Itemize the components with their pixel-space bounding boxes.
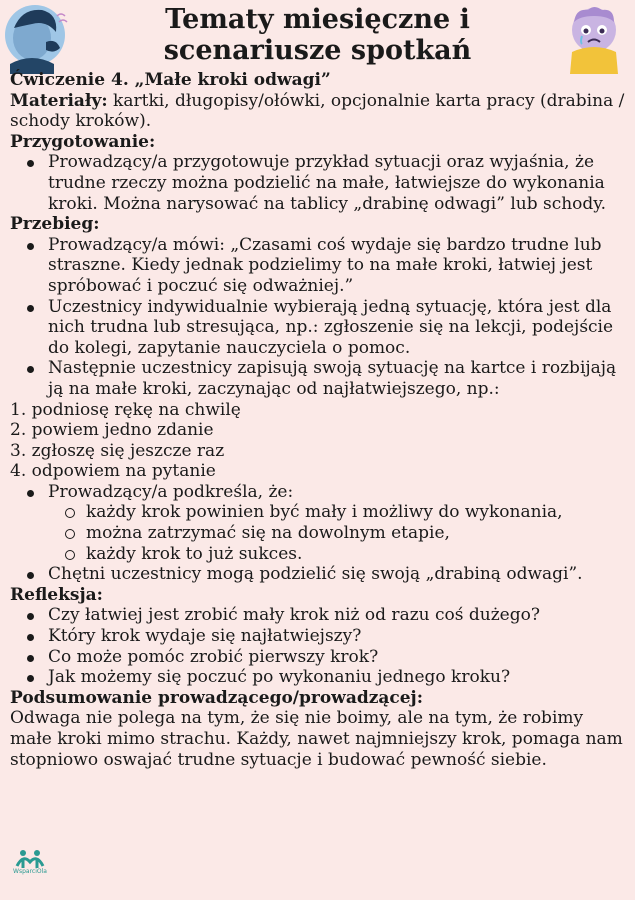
preparation-heading: Przygotowanie: [10,131,156,152]
list-item: Uczestnicy indywidualnie wybierają jedną sytuację, która jest dla nich trudna lub stresująca, np.: zgłoszenie się na lekcji, podejście do kolegi, zapytanie nauczyciela o pomoc. [10,297,628,359]
materials-label: Materiały: [10,90,108,111]
sub-list-item: można zatrzymać się na dowolnym etapie, [10,523,628,544]
step-item: 1. podniosę rękę na chwilę [10,399,241,420]
summary-heading: Podsumowanie prowadzącego/prowadzącej: [10,687,423,708]
list-item: Co może pomóc zrobić pierwszy krok? [10,647,628,668]
list-item: Chętni uczestnicy mogą podzielić się swoją „drabiną odwagi”. [10,564,628,585]
step-item: 2. powiem jedno zdanie [10,420,214,441]
summary-text: Odwaga nie polega na tym, że się nie boimy, ale na tym, że robimy małe kroki mimo strachu. Każdy, nawet najmniejszy krok, pomaga nam stopniowo oswajać trudne sytuacje i budować pewność siebie. [10,708,623,770]
materials-paragraph [10,91,628,132]
steps-list [10,400,628,482]
step-item: 4. odpowiem na pytanie [10,461,216,482]
sub-list-item: każdy krok powinien być mały i możliwy do wykonania, [10,502,628,523]
materials-text: kartki, długopisy/ołówki, opcjonalnie karta pracy (drabina / schody kroków). [10,90,625,132]
preparation-list [10,152,628,214]
list-item: Prowadzący/a podkreśla, że: [10,482,628,503]
page-title [100,4,535,66]
list-item: Prowadzący/a przygotowuje przykład sytuacji oraz wyjaśnia, że trudne rzeczy można podzielić na małe, łatwiejsze do wykonania kroki. Można narysować na tablicy „drabinę odwagi” lub schody. [10,152,628,214]
list-item: Który krok wydaje się najłatwiejszy? [10,626,628,647]
sub-list-item: każdy krok to już sukces. [10,544,628,565]
list-item: Jak możemy się poczuć po wykonaniu jednego kroku? [10,667,628,688]
reflection-heading: Refleksja: [10,584,103,605]
list-item: Następnie uczestnicy zapisują swoją sytuację na kartce i rozbijają ją na małe kroki, zaczynając od najłatwiejszego, np.: [10,358,628,399]
list-item: Prowadzący/a mówi: „Czasami coś wydaje się bardzo trudne lub straszne. Kiedy jednak podzielimy to na małe kroki, łatwiej jest spróbować i poczuć się odważniej.” [10,235,628,297]
process-heading: Przebieg: [10,214,100,235]
title-line-2: scenariusze spotkań [163,35,472,66]
step-item: 3. zgłoszę się jeszcze raz [10,440,225,461]
exercise-content [10,70,628,770]
title-line-1: Tematy miesięczne i [165,4,470,35]
emphasis-list [10,482,628,585]
exercise-title: Ćwiczenie 4. „Małe kroki odwagi” [10,70,331,90]
list-item: Czy łatwiej jest zrobić mały krok niż od razu coś dużego? [10,605,628,626]
logo-text: WsparciOla [13,868,47,875]
reflection-list [10,605,628,687]
process-list [10,235,628,400]
worried-person-illustration [2,2,74,74]
crying-face-illustration [558,2,630,74]
